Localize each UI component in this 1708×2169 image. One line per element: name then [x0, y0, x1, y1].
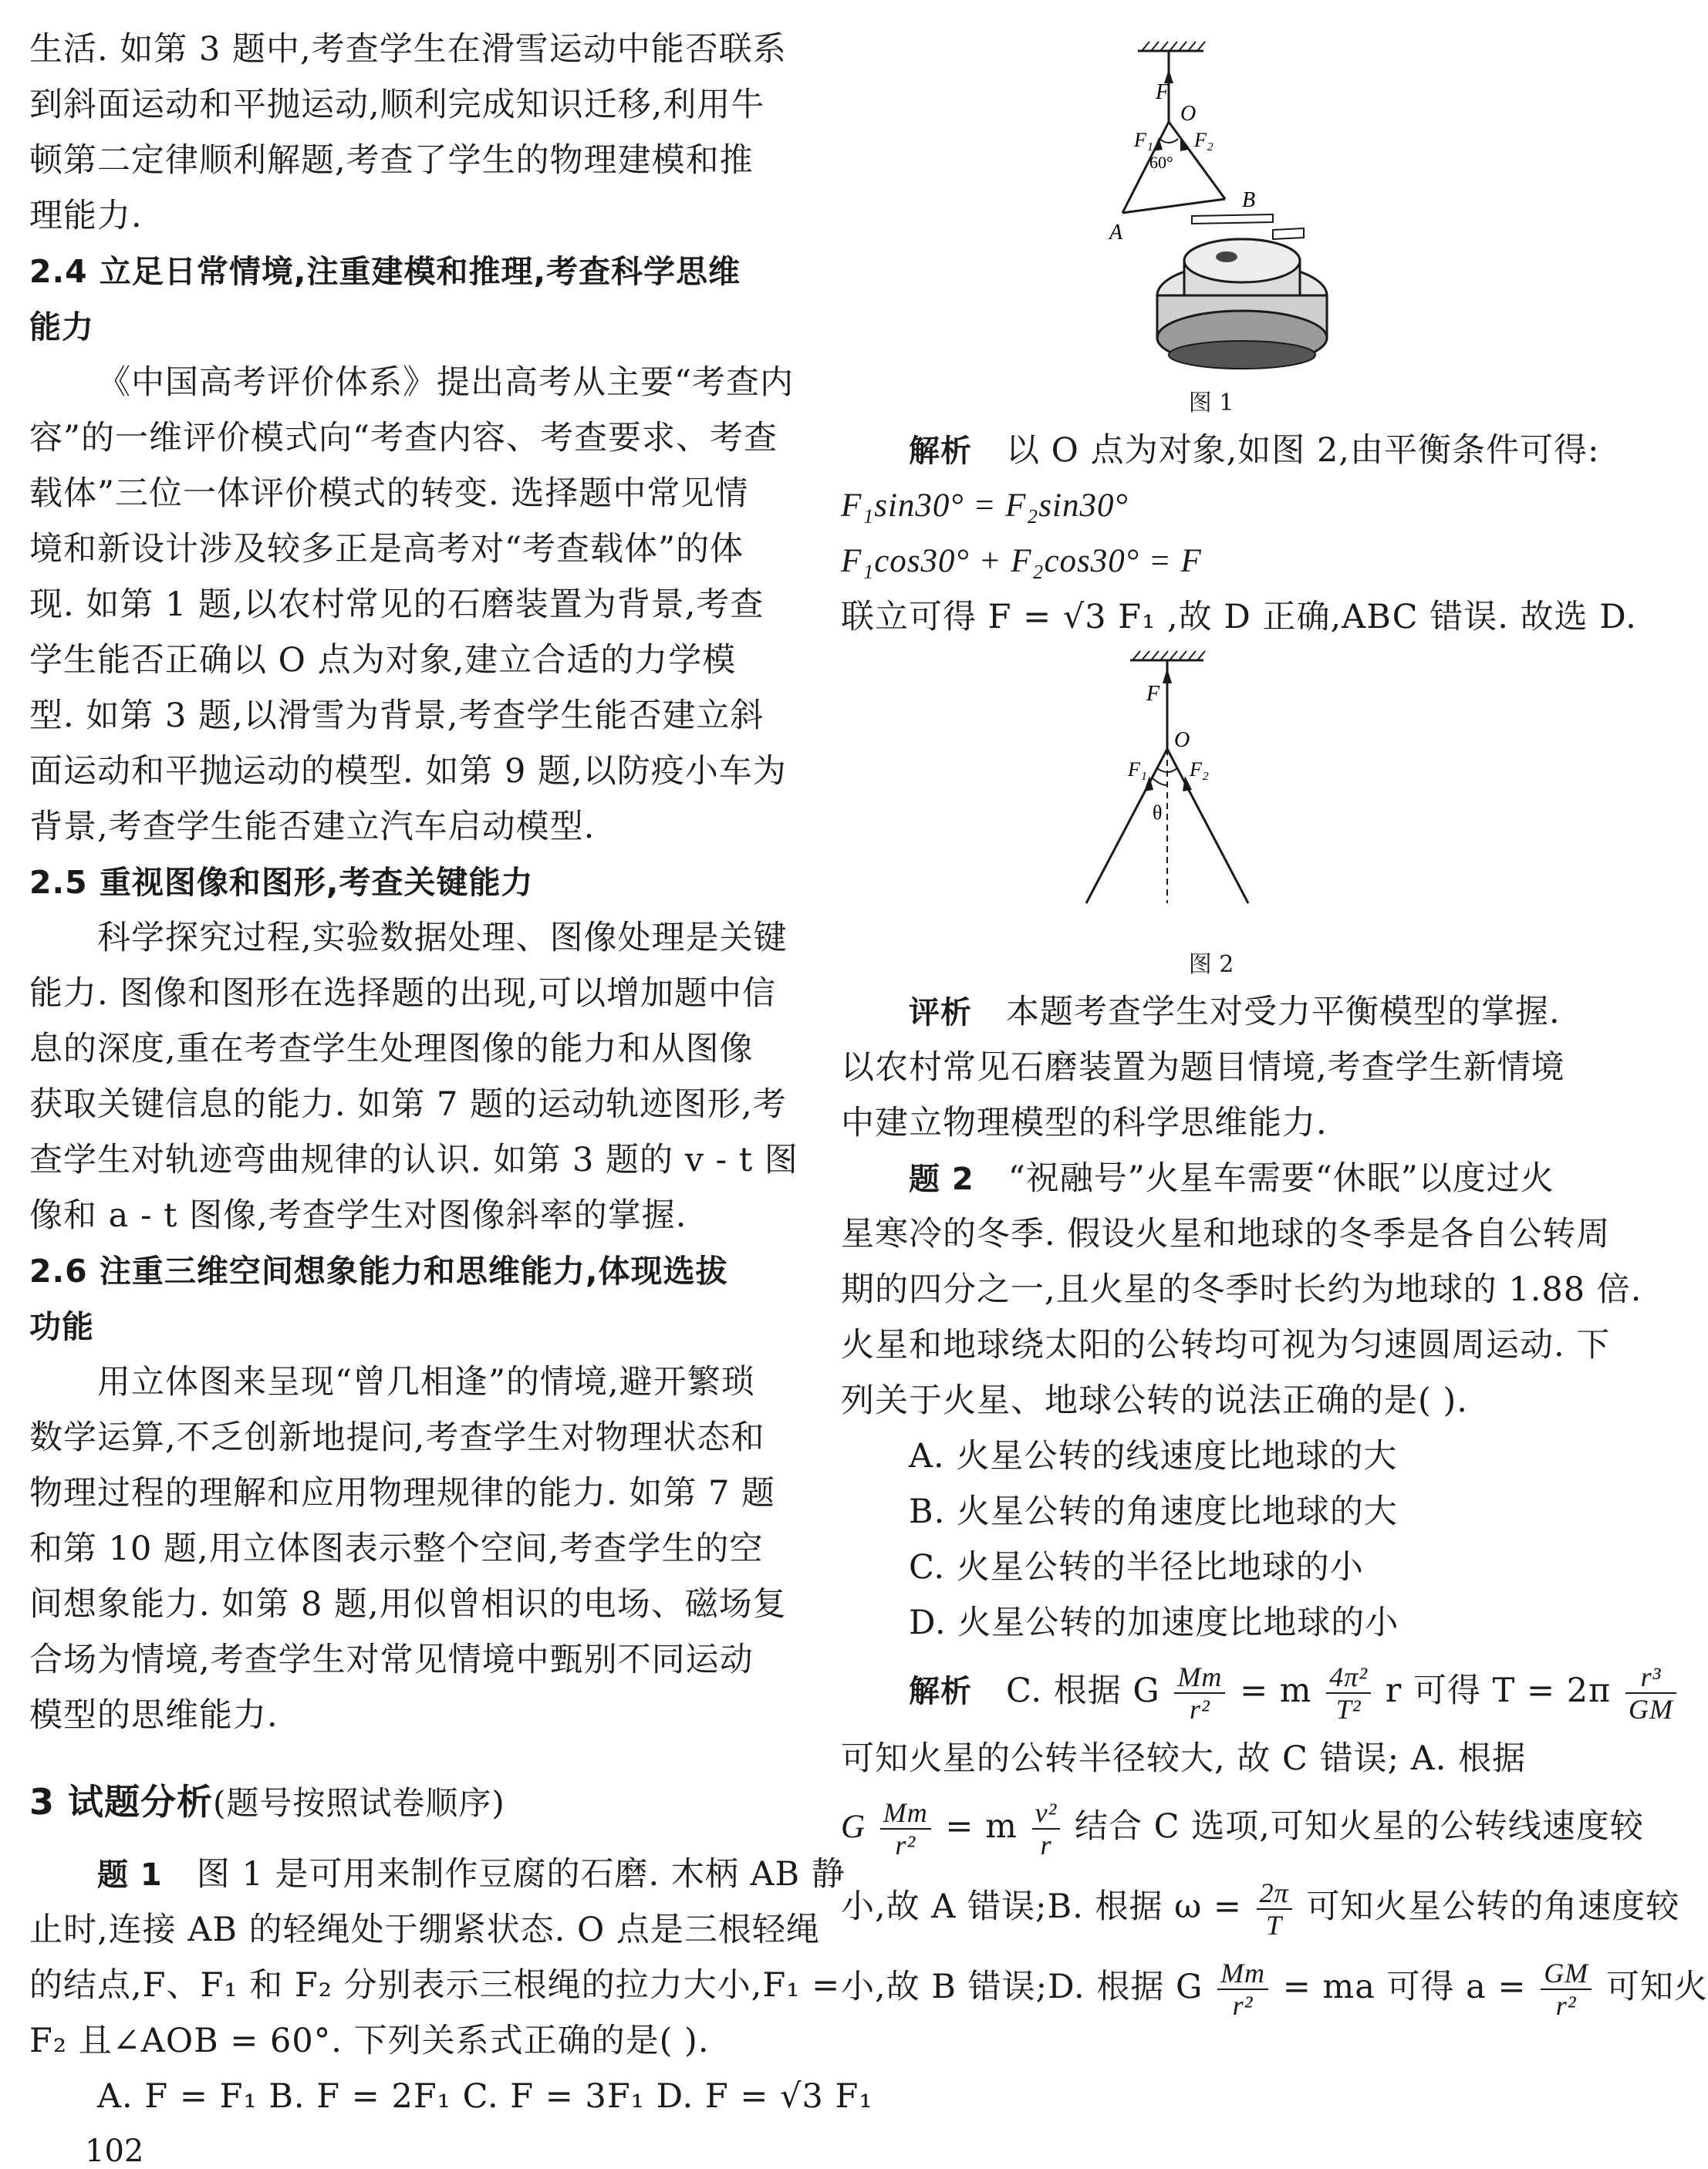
figure-2-caption: 图 2 [1188, 951, 1234, 978]
text-line: 查学生对轨迹弯曲规律的认识. 如第 3 题的 v - t 图 [29, 1141, 798, 1179]
section-heading-3 [29, 1774, 778, 1830]
fraction [1541, 1958, 1592, 2021]
section-heading-2-6: 2.6 注重三维空间想象能力和思维能力,体现选拔 [29, 1253, 728, 1290]
frac-num: v² [1032, 1797, 1061, 1830]
fig1-label-F: F [1156, 80, 1170, 104]
frac-num: 4π² [1326, 1661, 1371, 1694]
text-span: = m [1240, 1671, 1312, 1710]
analysis-1-line [841, 423, 1600, 478]
frac-num: Mm [1217, 1958, 1268, 1990]
text-span: = ma 可得 a = [1282, 1968, 1527, 2006]
text-span: 图 1 是可用来制作豆腐的石磨. 木柄 AB 静 [196, 1855, 846, 1894]
text-line: 火星和地球绕太阳的公转均可视为匀速圆周运动. 下 [841, 1326, 1611, 1364]
analysis-label: 解析 [909, 433, 972, 469]
fig1-label-F1: F₁ [1134, 129, 1153, 151]
text-line: 数学运算,不乏创新地提问,考查学生对物理状态和 [29, 1418, 765, 1457]
text-line: 面运动和平抛运动的模型. 如第 9 题,以防疫小车为 [29, 752, 787, 791]
millstone-illustration [1157, 239, 1327, 369]
text-span: 结合 C 选项,可知火星的公转线速度较 [1075, 1807, 1644, 1846]
analysis-2-line-5 [841, 1947, 1708, 2027]
question-2-line [841, 1151, 1581, 1206]
spacer [29, 1830, 778, 1847]
analysis-label: 解析 [909, 1674, 972, 1709]
section-heading-2-5: 2.5 重视图像和图形,考查关键能力 [29, 864, 534, 901]
fig1-label-O: O [1180, 102, 1197, 126]
question-1-line [29, 1847, 846, 1902]
text-span: G [841, 1809, 866, 1845]
figure-2-diagram [841, 645, 1581, 946]
text-line: 背景,考查学生能否建立汽车启动模型. [29, 808, 596, 846]
frac-den: r² [895, 1830, 916, 1860]
analysis-2-line-3 [841, 1786, 1644, 1867]
text-line: 和第 10 题,用立体图表示整个空间,考查学生的空 [29, 1530, 764, 1568]
sqrt-fraction [1625, 1661, 1676, 1725]
text-span: 小,故 B 错误;D. 根据 G [841, 1968, 1203, 2006]
fraction [1257, 1877, 1292, 1941]
question-1-label: 题 1 [97, 1857, 163, 1893]
option-a: A. 火星公转的线速度比地球的大 [909, 1437, 1398, 1476]
text-line: 物理过程的理解和应用物理规律的能力. 如第 7 题 [29, 1474, 776, 1513]
text-line: 生活. 如第 3 题中,考查学生在滑雪运动中能否联系 [29, 30, 787, 69]
text-line: 中建立物理模型的科学思维能力. [841, 1104, 1328, 1142]
text-line: 模型的思维能力. [29, 1696, 278, 1735]
equation-2: F₁cos30° + F₂cos30° = F [841, 543, 1202, 579]
left-column [29, 22, 873, 2124]
figure-1 [841, 22, 1581, 384]
frac-den: T [1266, 1910, 1283, 1941]
fig2-label-F1: F₁ [1128, 758, 1147, 781]
frac-den: GM [1628, 1694, 1673, 1725]
text-line: 获取关键信息的能力. 如第 7 题的运动轨迹图形,考 [29, 1085, 787, 1124]
question-2-label: 题 2 [909, 1162, 974, 1197]
analysis-2-line-4 [841, 1867, 1680, 1947]
text-line: 到斜面运动和平抛运动,顺利完成知识迁移,利用牛 [29, 86, 765, 124]
text-line: 科学探究过程,实验数据处理、图像处理是关键 [97, 919, 788, 957]
text-span: 以 O 点为对象,如图 2,由平衡条件可得: [1006, 431, 1600, 470]
figure-1-diagram [841, 22, 1581, 384]
text-span: 可知火星公转的角速度较 [1306, 1887, 1680, 1926]
frac-den: r² [1190, 1694, 1210, 1725]
fraction [880, 1797, 931, 1860]
text-line: 合场为情境,考查学生对常见情境中甄别不同运动 [29, 1641, 754, 1679]
option-b: B. 火星公转的角速度比地球的大 [909, 1493, 1398, 1531]
section-heading-2-6-cont: 功能 [29, 1308, 94, 1345]
text-line: 息的深度,重在考查学生处理图像的能力和从图像 [29, 1030, 754, 1068]
frac-num: Mm [880, 1797, 931, 1830]
frac-num: 2π [1257, 1877, 1292, 1910]
text-span: C. 根据 G [1006, 1671, 1160, 1710]
fig1-label-F2: F₂ [1194, 129, 1213, 151]
text-line: 载体”三位一体评价模式的转变. 选择题中常见情 [29, 474, 749, 513]
fraction [1326, 1661, 1371, 1725]
text-span: r 可得 T = 2π [1385, 1671, 1612, 1710]
frac-num: GM [1541, 1958, 1592, 1990]
text-line: 容”的一维评价模式向“考查内容、考查要求、考查 [29, 419, 778, 457]
text-line: 学生能否正确以 O 点为对象,建立合适的力学模 [29, 641, 737, 680]
fraction [1032, 1797, 1061, 1860]
page-number: 102 [85, 2134, 144, 2169]
text-line: 间想象能力. 如第 8 题,用似曾相识的电场、磁场复 [29, 1585, 787, 1624]
fig1-label-B: B [1242, 188, 1256, 212]
text-line: 止时,连接 AB 的轻绳处于绷紧状态. O 点是三根轻绳 [29, 1911, 820, 1949]
text-line: 期的四分之一,且火星的冬季时长约为地球的 1.88 倍. [841, 1270, 1642, 1309]
frac-den: r² [1555, 1990, 1577, 2021]
section-heading-3-title: 3 试题分析 [29, 1781, 214, 1823]
text-line: 境和新设计涉及较多正是高考对“考查载体”的体 [29, 530, 744, 568]
text-line: 可知火星的公转半径较大, 故 C 错误; A. 根据 [841, 1739, 1527, 1778]
equation-1: F₁sin30° = F₂sin30° [841, 487, 1129, 524]
option-d: D. 火星公转的加速度比地球的小 [909, 1604, 1399, 1642]
text-line: 列关于火星、地球公转的说法正确的是( ). [841, 1381, 1468, 1420]
fig1-label-A: A [1109, 221, 1123, 245]
frac-num: Mm [1174, 1661, 1225, 1694]
right-column [841, 22, 1708, 2027]
text-span: 本题考查学生对受力平衡模型的掌握. [1006, 993, 1561, 1031]
text-line: 以农村常见石磨装置为题目情境,考查学生新情境 [841, 1048, 1565, 1087]
frac-den: r² [1232, 1990, 1254, 2021]
figure-2 [841, 645, 1581, 946]
option-c: C. 火星公转的半径比地球的小 [909, 1548, 1364, 1587]
question-1-options: A. F = F₁ B. F = 2F₁ C. F = 3F₁ D. F = √3 F₁ [97, 2077, 873, 2116]
fig2-label-O: O [1174, 728, 1190, 752]
frac-num: r³ [1625, 1661, 1676, 1694]
comment-1-line [841, 984, 1581, 1040]
fig2-label-F2: F₂ [1190, 758, 1209, 781]
frac-den: T² [1335, 1694, 1362, 1725]
text-line: 理能力. [29, 197, 143, 235]
text-line: 像和 a - t 图像,考查学生对图像斜率的掌握. [29, 1196, 687, 1235]
figure-1-caption: 图 1 [1188, 390, 1234, 417]
text-line: 联立可得 F = √3 F₁ ,故 D 正确,ABC 错误. 故选 D. [841, 598, 1637, 636]
text-line: 的结点,F、F₁ 和 F₂ 分别表示三根绳的拉力大小,F₁ = [29, 1966, 841, 2005]
text-line: F₂ 且∠AOB = 60°. 下列关系式正确的是( ). [29, 2022, 710, 2060]
analysis-2-line-1 [841, 1651, 1673, 1731]
text-line: 顿第二定律顺利解题,考查了学生的物理建模和推 [29, 141, 754, 180]
comment-label: 评析 [909, 995, 972, 1031]
fraction [1217, 1958, 1268, 2021]
text-line: 用立体图来呈现“曾几相逢”的情境,避开繁琐 [97, 1363, 755, 1402]
section-heading-2-4: 2.4 立足日常情境,注重建模和推理,考查科学思维 [29, 253, 741, 290]
fig1-label-angle: 60° [1149, 153, 1173, 172]
text-line: 现. 如第 1 题,以农村常见的石磨装置为背景,考查 [29, 585, 765, 624]
fraction [1174, 1661, 1225, 1725]
text-span: 小,故 A 错误;B. 根据 ω = [841, 1887, 1242, 1926]
text-line: 星寒冷的冬季. 假设火星和地球的冬季是各自公转周 [841, 1215, 1611, 1253]
text-line: 《中国高考评价体系》提出高考从主要“考查内 [97, 363, 794, 402]
spacer [29, 1743, 778, 1774]
text-line: 型. 如第 3 题,以滑雪为背景,考查学生能否建立斜 [29, 697, 765, 735]
text-line: 能力. 图像和图形在选择题的出现,可以增加题中信 [29, 974, 777, 1013]
text-span: = m [945, 1807, 1018, 1846]
fig2-label-theta: θ [1153, 801, 1163, 824]
text-span: 可知火 [1605, 1968, 1708, 2006]
fig2-label-F: F [1146, 682, 1160, 706]
section-heading-3-note: (题号按照试卷顺序) [213, 1784, 505, 1822]
section-heading-2-4-cont: 能力 [29, 309, 94, 346]
text-span: “祝融号”火星车需要“休眠”以度过火 [1008, 1159, 1554, 1198]
frac-den: r [1040, 1830, 1052, 1860]
